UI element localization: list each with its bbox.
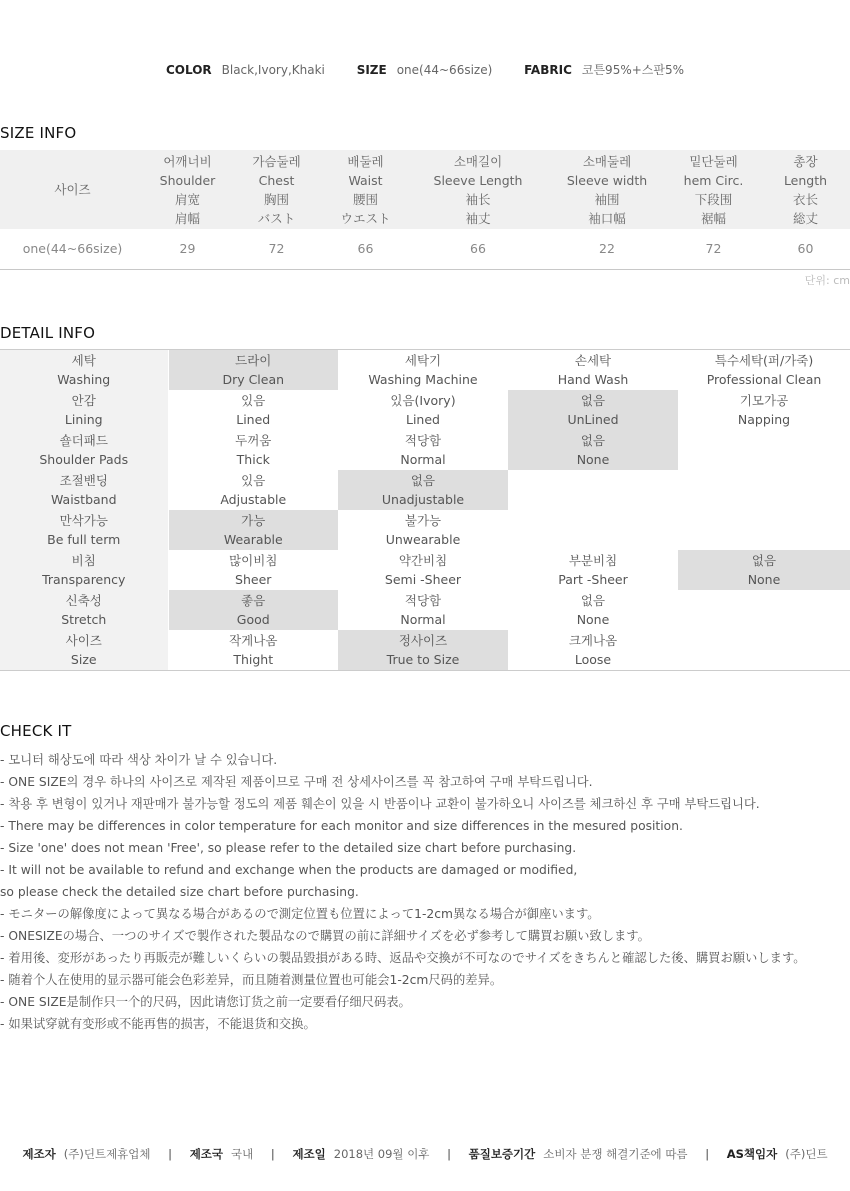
- detail-option-en: Unwearable: [385, 532, 461, 547]
- detail-option: [508, 550, 678, 590]
- detail-option-ko: 없음: [580, 433, 606, 448]
- detail-row-head: [0, 550, 168, 590]
- detail-head-en: Washing: [57, 372, 111, 387]
- size-header-ko: 배둘레: [347, 153, 384, 169]
- detail-option-selected: [168, 510, 338, 550]
- detail-option-en: Normal: [400, 612, 446, 627]
- detail-option: [508, 350, 678, 390]
- size-header-ko: 소매둘레: [582, 153, 632, 169]
- size-header-en: Sleeve Length: [433, 172, 523, 188]
- detail-row: [0, 430, 850, 470]
- size-header-jp: 総丈: [792, 210, 818, 226]
- detail-option: [168, 550, 338, 590]
- size-value-cell: 72: [666, 229, 761, 269]
- detail-row: [0, 550, 850, 590]
- detail-option-ko: 부분비침: [568, 553, 618, 568]
- check-note-line: - Size 'one' does not mean 'Free', so please refer to the detailed size chart before purchasing.: [0, 841, 577, 855]
- detail-option-en: True to Size: [386, 652, 460, 667]
- detail-option-en: Adjustable: [220, 492, 287, 507]
- detail-option-ko: 손세탁: [574, 353, 612, 368]
- warranty-value: 소비자 분쟁 해결기준에 따름: [543, 1147, 688, 1161]
- detail-option-ko: 크게나옴: [568, 633, 618, 648]
- size-value-cell: 60: [761, 229, 850, 269]
- detail-option: [678, 390, 850, 430]
- check-note-line: - ONE SIZE是制作只一个的尺码，因此请您订货之前一定要看仔细尺码表。: [0, 995, 411, 1009]
- detail-option-en: Normal: [400, 452, 446, 467]
- size-header-jp: バスト: [257, 210, 296, 226]
- date-label: 제조일: [292, 1147, 326, 1161]
- size-header-cn: 衣长: [792, 191, 818, 207]
- detail-option-ko: 약간비침: [398, 553, 448, 568]
- size-header-cell: [761, 150, 850, 229]
- detail-option: [338, 590, 508, 630]
- size-header-cn: 腰围: [352, 191, 378, 207]
- size-header-cell: [548, 150, 666, 229]
- size-row-label: one(44~66size): [0, 229, 145, 269]
- size-header-cell: [230, 150, 323, 229]
- detail-row: [0, 470, 850, 510]
- detail-row-head: [0, 510, 168, 550]
- detail-head-ko: 세탁: [71, 353, 96, 368]
- detail-option: [678, 510, 850, 550]
- check-note-line: - ONESIZEの場合、一つのサイズで製作された製品なので購買の前に詳細サイズを必ず参考して購買お願い致します。: [0, 929, 650, 943]
- detail-option-en: None: [576, 612, 610, 627]
- check-note-line: - ONE SIZE의 경우 하나의 사이즈로 제작된 제품이므로 구매 전 상세사이즈를 꼭 참고하여 구매 부탁드립니다.: [0, 775, 593, 789]
- size-header-ko: 소매길이: [453, 153, 503, 169]
- detail-head-ko: 사이즈: [65, 633, 102, 648]
- detail-head-en: Size: [70, 652, 97, 667]
- date-value: 2018년 09월 이후: [333, 1147, 430, 1161]
- detail-option-ko: 작게나옴: [229, 633, 278, 648]
- check-it-notes: [0, 749, 850, 1035]
- size-header-cn: 袖围: [594, 191, 620, 207]
- detail-option: [678, 630, 850, 670]
- detail-table: [0, 350, 850, 670]
- detail-option-en: Good: [236, 612, 270, 627]
- detail-option-ko: 기모가공: [739, 393, 789, 408]
- footer-separator: |: [447, 1147, 451, 1161]
- size-header-cell: [408, 150, 548, 229]
- size-header-cn: 肩宽: [174, 191, 200, 207]
- size-table: [0, 150, 850, 270]
- detail-head-ko: 안감: [71, 393, 96, 408]
- detail-head-ko: 조절밴딩: [59, 473, 108, 488]
- size-header-jp: 裾幅: [700, 210, 726, 226]
- detail-option-ko: 드라이: [235, 353, 272, 368]
- size-value-cell: 66: [323, 229, 408, 269]
- detail-option: [338, 390, 508, 430]
- check-note-line: - 着用後、変形があったり再販売が難しいくらいの製品毀損がある時、返品や交換が不可なのでサイズをきちんと確認した後、購買お願いします。: [0, 951, 806, 965]
- size-header-cell: [666, 150, 761, 229]
- country-label: 제조국: [189, 1147, 224, 1161]
- fabric-value: 코튼95%+스판5%: [581, 63, 685, 77]
- unit-label: 단위: cm: [804, 274, 850, 287]
- detail-row-head: [0, 470, 168, 510]
- check-note-line: - There may be differences in color temperature for each monitor and size differences in the mesured position.: [0, 819, 683, 833]
- size-header-cell: [145, 150, 230, 229]
- size-header-jp: 肩幅: [174, 210, 200, 226]
- size-header-en: Sleeve width: [566, 172, 648, 188]
- size-value: one(44~66size): [396, 63, 493, 77]
- size-header-en: Shoulder: [159, 172, 216, 188]
- detail-option: [168, 630, 338, 670]
- detail-option-ko: 좋음: [241, 593, 266, 608]
- size-value-cell: 66: [408, 229, 548, 269]
- size-table-header-row: [0, 150, 850, 229]
- size-header-ko: 밑단둘레: [689, 153, 738, 169]
- detail-option: [338, 510, 508, 550]
- size-value-cell: 29: [145, 229, 230, 269]
- size-header-ko: 어깨너비: [163, 153, 212, 169]
- detail-option: [678, 470, 850, 510]
- detail-option-ko: 없음: [580, 593, 606, 608]
- color-label: COLOR: [165, 63, 212, 77]
- detail-option: [678, 590, 850, 630]
- check-it-title: CHECK IT: [0, 722, 72, 740]
- size-header-cn: 胸围: [263, 191, 289, 207]
- detail-option: [508, 590, 678, 630]
- size-header-cell: [323, 150, 408, 229]
- detail-option-en: Napping: [737, 412, 791, 427]
- detail-option-en: Lined: [236, 412, 271, 427]
- detail-head-ko: 신축성: [65, 593, 102, 608]
- detail-option-en: Part -Sheer: [558, 572, 628, 587]
- fabric-label: FABRIC: [524, 63, 572, 77]
- detail-head-en: Transparency: [42, 572, 126, 587]
- detail-option-ko: 불가능: [404, 513, 442, 528]
- country-value: 국내: [231, 1147, 254, 1161]
- footer-separator: |: [270, 1147, 275, 1161]
- detail-option-en: Professional Clean: [706, 372, 822, 387]
- detail-option-en: None: [576, 452, 610, 467]
- detail-option-selected: [508, 390, 678, 430]
- detail-option-ko: 적당함: [404, 593, 442, 608]
- detail-option-selected: [168, 590, 338, 630]
- size-header-en: hem Circ.: [683, 172, 744, 188]
- detail-option: [338, 550, 508, 590]
- size-table-row: [0, 229, 850, 269]
- detail-row-head: [0, 630, 168, 670]
- size-header-jp: 袖口幅: [588, 210, 626, 226]
- detail-head-en: Stretch: [61, 612, 107, 627]
- detail-row: [0, 390, 850, 430]
- detail-option-ko: 있음: [241, 473, 266, 488]
- detail-option-ko: 없음: [580, 393, 606, 408]
- detail-table-wrapper: [0, 349, 850, 671]
- detail-option-selected: [338, 630, 508, 670]
- check-note-line: - 착용 후 변형이 있거나 재판매가 불가능할 정도의 제품 훼손이 있을 시 반품이나 교환이 불가하오니 사이즈를 체크하신 후 구매 부탁드립니다.: [0, 797, 760, 811]
- detail-option-en: Loose: [574, 652, 612, 667]
- detail-option-selected: [338, 470, 508, 510]
- detail-option: [168, 470, 338, 510]
- detail-option-ko: 두꺼움: [235, 433, 272, 448]
- detail-row: [0, 510, 850, 550]
- detail-option-ko: 적당함: [404, 433, 442, 448]
- detail-option-ko: 없음: [410, 473, 436, 488]
- detail-head-ko: 숄더패드: [59, 433, 108, 448]
- detail-head-en: Waistband: [50, 492, 117, 507]
- detail-option-ko: 있음: [241, 393, 266, 408]
- size-header-ko: 총장: [793, 153, 818, 169]
- check-note-line: - It will not be available to refund and exchange when the products are damaged or modified,: [0, 863, 578, 877]
- size-header-cn: 袖长: [465, 191, 491, 207]
- detail-option-en: Dry Clean: [222, 372, 285, 387]
- detail-option-en: Thight: [233, 652, 274, 667]
- detail-option: [508, 510, 678, 550]
- maker-label: 제조자: [22, 1147, 56, 1161]
- detail-head-en: Lining: [64, 412, 103, 427]
- detail-option: [168, 430, 338, 470]
- detail-option-en: UnLined: [567, 412, 619, 427]
- footer-separator: |: [705, 1147, 710, 1161]
- detail-row: [0, 350, 850, 390]
- detail-option-en: Wearable: [223, 532, 283, 547]
- detail-head-en: Be full term: [47, 532, 121, 547]
- detail-option-en: Unadjustable: [381, 492, 465, 507]
- size-header-en: Waist: [348, 172, 383, 188]
- check-note-line: - 如果试穿就有变形或不能再售的损害，不能退货和交换。: [0, 1017, 316, 1031]
- size-header-jp: ウエスト: [340, 210, 391, 226]
- check-note-line: - 随着个人在使用的显示器可能会色彩差异，而且随着测量位置也可能会1-2cm尺码的差异。: [0, 973, 503, 987]
- detail-row-head: [0, 430, 168, 470]
- detail-option: [508, 470, 678, 510]
- detail-option-en: Thick: [236, 452, 270, 467]
- detail-option-ko: 특수세탁(퍼/가죽): [714, 353, 814, 368]
- maker-value: (주)딘트제휴업체: [63, 1147, 151, 1161]
- size-header-en: Length: [783, 172, 828, 188]
- size-label: SIZE: [356, 63, 387, 77]
- detail-option-ko: 있음(Ivory): [390, 393, 456, 408]
- detail-option-en: None: [747, 572, 781, 587]
- size-value-cell: 22: [548, 229, 666, 269]
- size-header-jp: 袖丈: [465, 210, 491, 226]
- detail-option-en: Washing Machine: [368, 372, 478, 387]
- detail-option: [168, 390, 338, 430]
- detail-option-selected: [168, 350, 338, 390]
- detail-row: [0, 590, 850, 630]
- detail-option-ko: 세탁기: [404, 353, 442, 368]
- detail-option-en: Hand Wash: [557, 372, 629, 387]
- detail-option-en: Sheer: [235, 572, 272, 587]
- detail-info-title: DETAIL INFO: [0, 324, 96, 342]
- check-note-line: - モニターの解像度によって異なる場合があるので測定位置も位置によって1-2cm異なる場合が御座います。: [0, 907, 600, 921]
- detail-row-head: [0, 350, 168, 390]
- check-note-line: - 모니터 해상도에 따라 색상 차이가 날 수 있습니다.: [0, 753, 278, 767]
- detail-option-en: Semi -Sheer: [384, 572, 462, 587]
- as-value: (주)딘트: [785, 1147, 828, 1161]
- detail-head-en: Shoulder Pads: [39, 452, 129, 467]
- detail-option-ko: 가능: [241, 513, 266, 528]
- size-header-cn: 下段围: [694, 191, 733, 207]
- size-value-cell: 72: [230, 229, 323, 269]
- detail-option: [508, 630, 678, 670]
- detail-row-head: [0, 590, 168, 630]
- detail-option: [678, 430, 850, 470]
- detail-option-selected: [508, 430, 678, 470]
- detail-row-head: [0, 390, 168, 430]
- product-spec-line: [0, 61, 850, 78]
- footer-separator: |: [168, 1147, 173, 1161]
- footer-info: [0, 1146, 850, 1162]
- detail-option-ko: 정사이즈: [398, 633, 448, 648]
- detail-option-en: Lined: [406, 412, 440, 427]
- detail-option-ko: 많이비침: [229, 553, 278, 568]
- detail-head-ko: 만삭가능: [59, 513, 108, 528]
- warranty-label: 품질보증기간: [468, 1147, 536, 1161]
- detail-option: [338, 430, 508, 470]
- detail-head-ko: 비침: [71, 553, 96, 568]
- detail-option-selected: [678, 550, 850, 590]
- color-value: Black,Ivory,Khaki: [221, 63, 325, 77]
- detail-row: [0, 630, 850, 670]
- as-label: AS책임자: [726, 1147, 778, 1161]
- size-header-en: Chest: [258, 172, 295, 188]
- detail-option: [678, 350, 850, 390]
- size-header-ko: 가슴둘레: [252, 153, 301, 169]
- detail-option-ko: 없음: [751, 553, 777, 568]
- size-info-title: SIZE INFO: [0, 124, 77, 142]
- detail-option: [338, 350, 508, 390]
- size-header-first: 사이즈: [0, 150, 145, 229]
- check-note-line: so please check the detailed size chart before purchasing.: [0, 885, 359, 899]
